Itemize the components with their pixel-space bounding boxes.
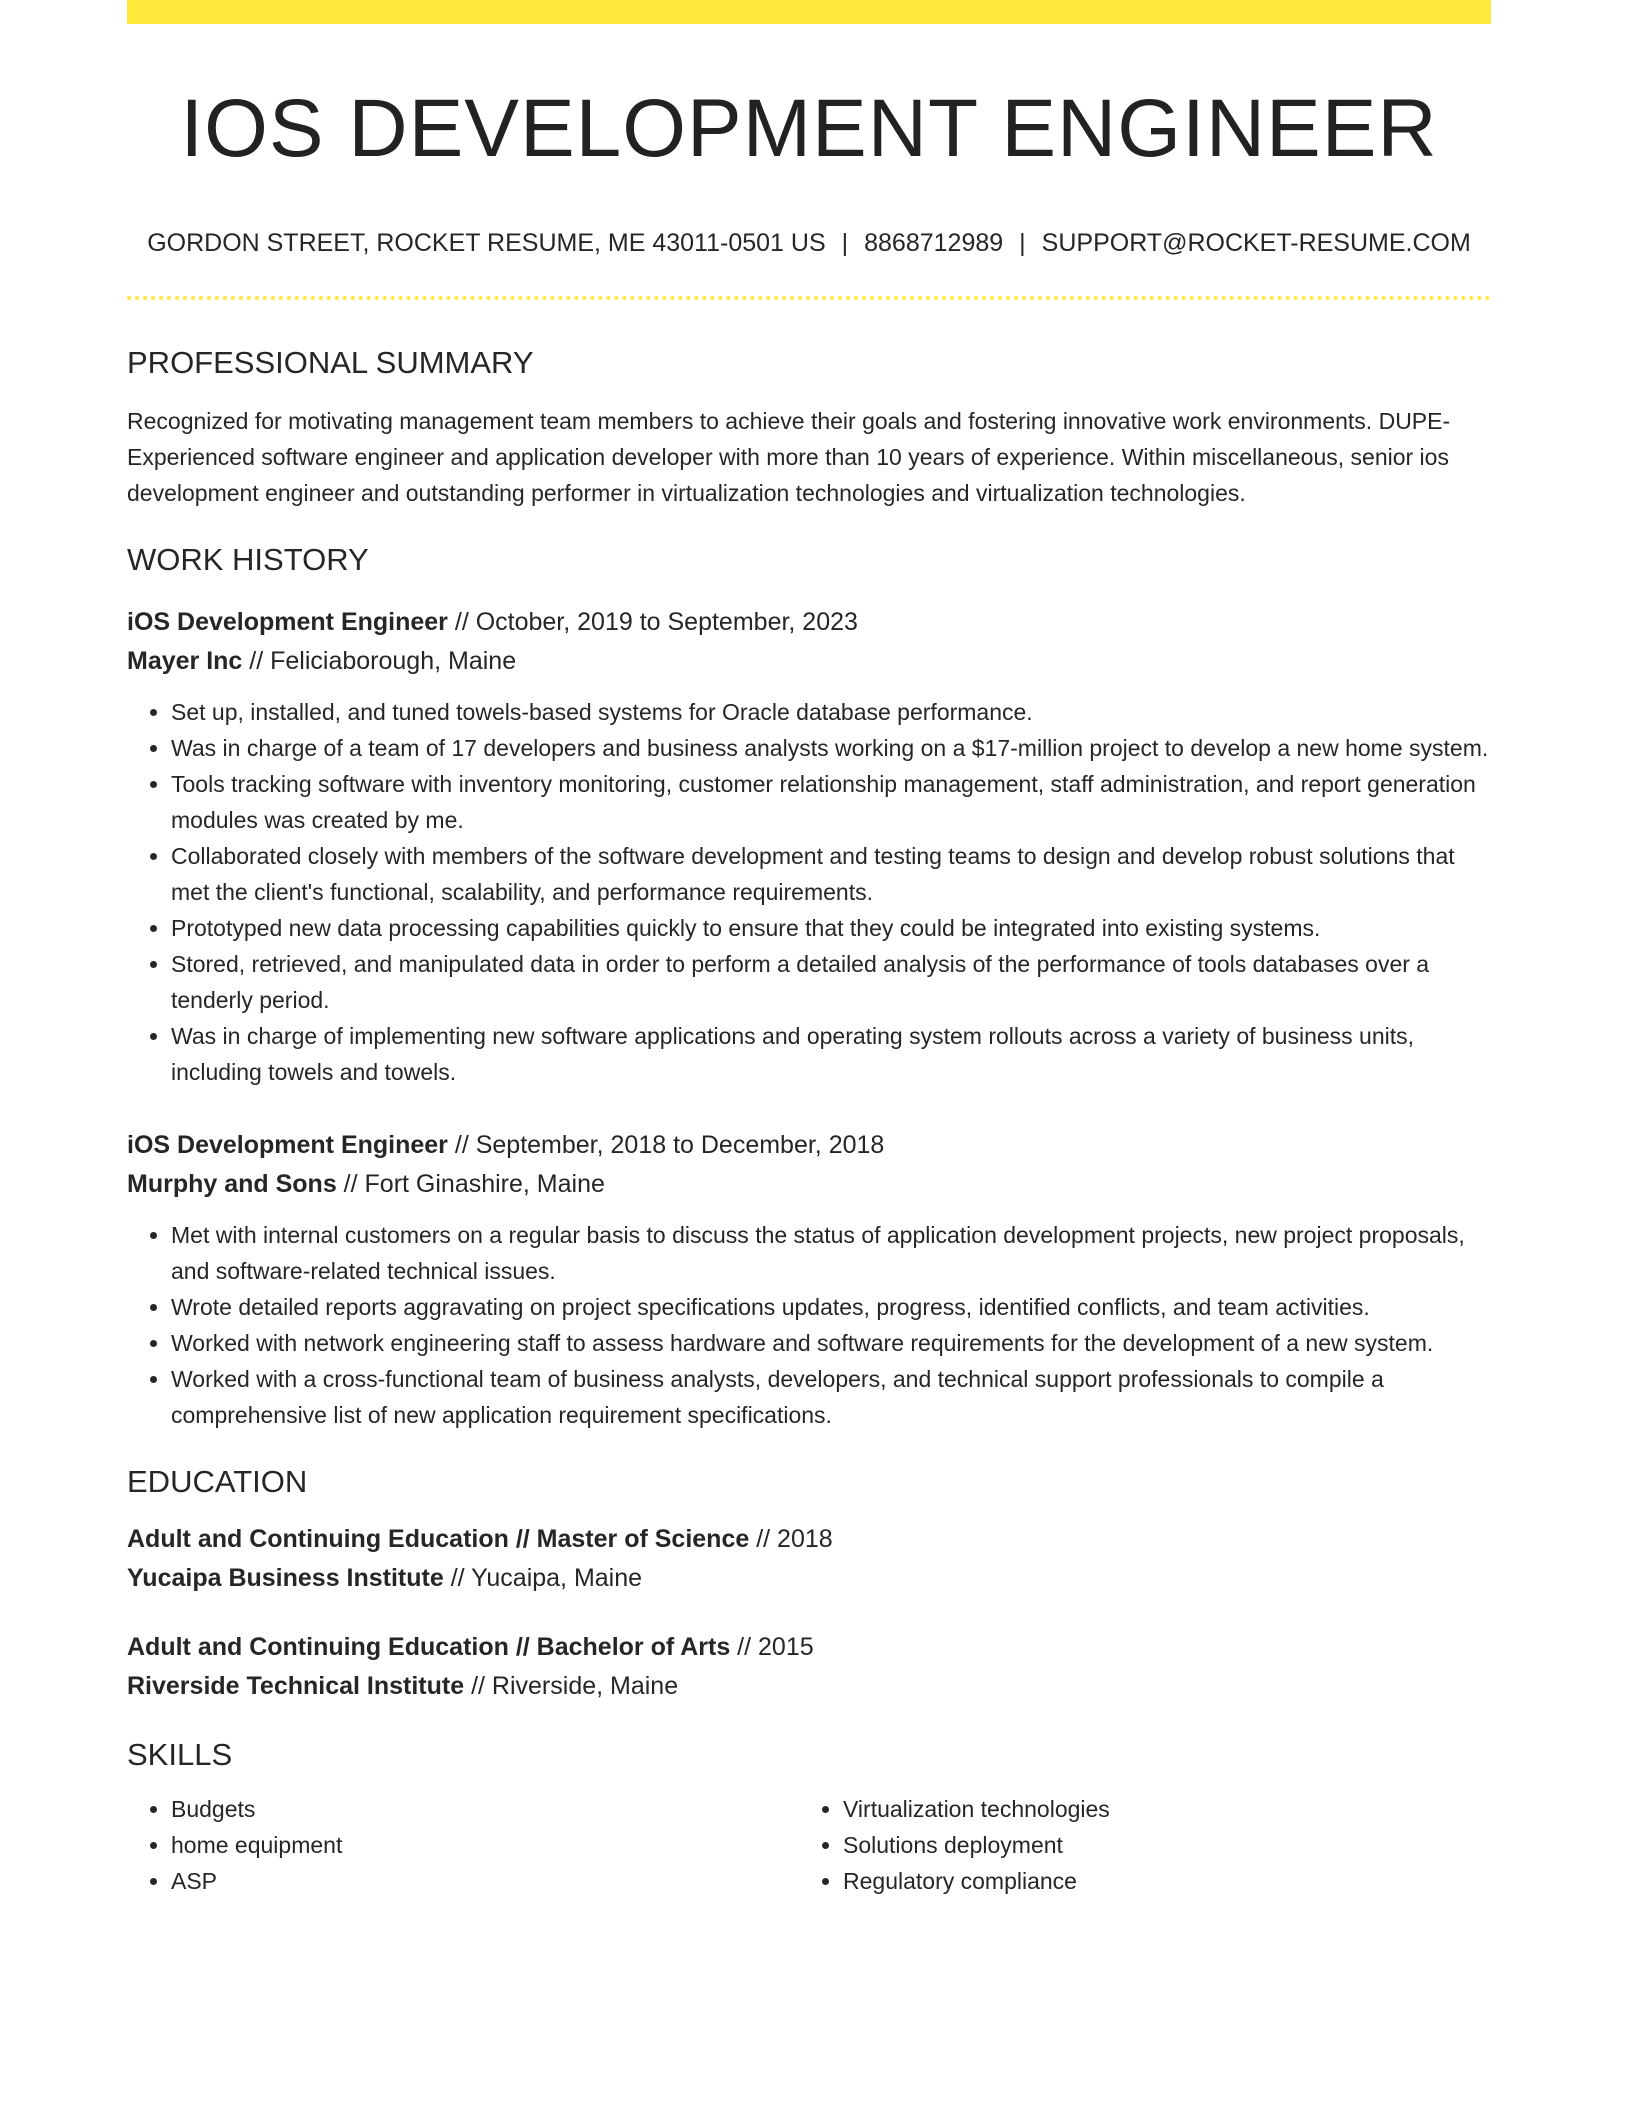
job-bullets <box>127 1217 1491 1433</box>
accent-top-bar <box>127 0 1491 24</box>
skills-heading: SKILLS <box>127 1736 233 1772</box>
skill-item: • home equipment <box>171 1827 799 1863</box>
job-entry <box>127 603 1491 1090</box>
resume-title: IOS DEVELOPMENT ENGINEER <box>180 83 1438 174</box>
work-history-heading: WORK HISTORY <box>127 542 369 578</box>
education-year: // 2018 <box>749 1524 833 1553</box>
skill-item: • Budgets <box>171 1791 799 1827</box>
job-company-line <box>127 642 1491 681</box>
job-company: Mayer Inc <box>127 646 243 675</box>
job-bullet: • Worked with network engineering staff to assess hardware and software requirements for the development of a new system. <box>171 1325 1491 1361</box>
contact-line <box>127 228 1491 258</box>
contact-phone: 8868712989 <box>864 229 1004 258</box>
job-location: // Fort Ginashire, Maine <box>336 1169 605 1198</box>
education-year: // 2015 <box>730 1632 814 1661</box>
job-entry <box>127 1126 1491 1433</box>
education-entry <box>127 1628 1491 1706</box>
job-bullet: • Tools tracking software with inventory monitoring, customer relationship management, staff administration, and report generation modules was created by me. <box>171 766 1491 838</box>
skills-right-list <box>799 1791 1471 1899</box>
skill-item: • Virtualization technologies <box>843 1791 1471 1827</box>
resume-page <box>127 0 1491 1899</box>
education-degree-line <box>127 1520 1491 1559</box>
job-company: Murphy and Sons <box>127 1169 337 1198</box>
education-school-line <box>127 1667 1491 1706</box>
job-title-line <box>127 603 1491 642</box>
summary-text: Recognized for motivating management team members to achieve their goals and fostering innovative work environments. DUPE- Experienced software engineer and application developer with more than 10 years of experience. Within miscellaneous, senior ios development engineer and outstanding performer in virtualization technologies and virtualization technologies. <box>127 408 1451 507</box>
job-company-line <box>127 1165 1491 1204</box>
skill-item: • ASP <box>171 1863 799 1899</box>
dotted-divider <box>127 296 1491 300</box>
job-bullets <box>127 694 1491 1090</box>
education-degree-line <box>127 1628 1491 1667</box>
skill-item: • Regulatory compliance <box>843 1863 1471 1899</box>
skills-column-right <box>799 1791 1471 1899</box>
skills-list <box>127 1791 1491 1899</box>
job-dates: // September, 2018 to December, 2018 <box>447 1130 885 1159</box>
education-school: Yucaipa Business Institute <box>127 1563 444 1592</box>
job-bullet: • Wrote detailed reports aggravating on project specifications updates, progress, identified conflicts, and team activities. <box>171 1289 1491 1325</box>
summary-heading: PROFESSIONAL SUMMARY <box>127 345 534 381</box>
contact-separator: | <box>1019 229 1026 258</box>
education-degree: Adult and Continuing Education // Bachelor of Arts <box>127 1632 731 1661</box>
job-bullet: • Stored, retrieved, and manipulated data in order to perform a detailed analysis of the performance of tools databases over a tenderly period. <box>171 946 1491 1018</box>
education-heading: EDUCATION <box>127 1463 308 1499</box>
education-degree: Adult and Continuing Education // Master of Science <box>127 1524 750 1553</box>
job-bullet: • Worked with a cross-functional team of business analysts, developers, and technical support professionals to compile a comprehensive list of new application requirement specifications. <box>171 1361 1491 1433</box>
job-bullet: • Met with internal customers on a regular basis to discuss the status of application development projects, new project proposals, and software-related technical issues. <box>171 1217 1491 1289</box>
skills-column-left <box>127 1791 799 1899</box>
job-bullet: • Set up, installed, and tuned towels-based systems for Oracle database performance. <box>171 694 1491 730</box>
job-bullet: • Prototyped new data processing capabilities quickly to ensure that they could be integrated into existing systems. <box>171 910 1491 946</box>
contact-address: GORDON STREET, ROCKET RESUME, ME 43011-0501 US <box>147 229 826 258</box>
education-location: // Riverside, Maine <box>464 1671 679 1700</box>
skill-item: • Solutions deployment <box>843 1827 1471 1863</box>
job-dates: // October, 2019 to September, 2023 <box>447 607 858 636</box>
education-school: Riverside Technical Institute <box>127 1671 465 1700</box>
job-bullet: • Was in charge of a team of 17 developers and business analysts working on a $17-million project to develop a new home system. <box>171 730 1491 766</box>
education-school-line <box>127 1559 1491 1598</box>
job-title-line <box>127 1126 1491 1165</box>
job-location: // Feliciaborough, Maine <box>242 646 517 675</box>
contact-separator: | <box>841 229 849 258</box>
education-location: // Yucaipa, Maine <box>443 1563 643 1592</box>
job-title: iOS Development Engineer <box>127 607 448 636</box>
job-bullet: • Collaborated closely with members of the software development and testing teams to design and develop robust solutions that met the client's functional, scalability, and performance requirements. <box>171 838 1491 910</box>
job-bullet: • Was in charge of implementing new software applications and operating system rollouts across a variety of business units, including towels and towels. <box>171 1018 1491 1090</box>
job-title: iOS Development Engineer <box>127 1130 448 1159</box>
skills-left-list <box>127 1791 799 1899</box>
education-entry <box>127 1520 1491 1598</box>
contact-email: SUPPORT@ROCKET-RESUME.COM <box>1041 229 1471 258</box>
